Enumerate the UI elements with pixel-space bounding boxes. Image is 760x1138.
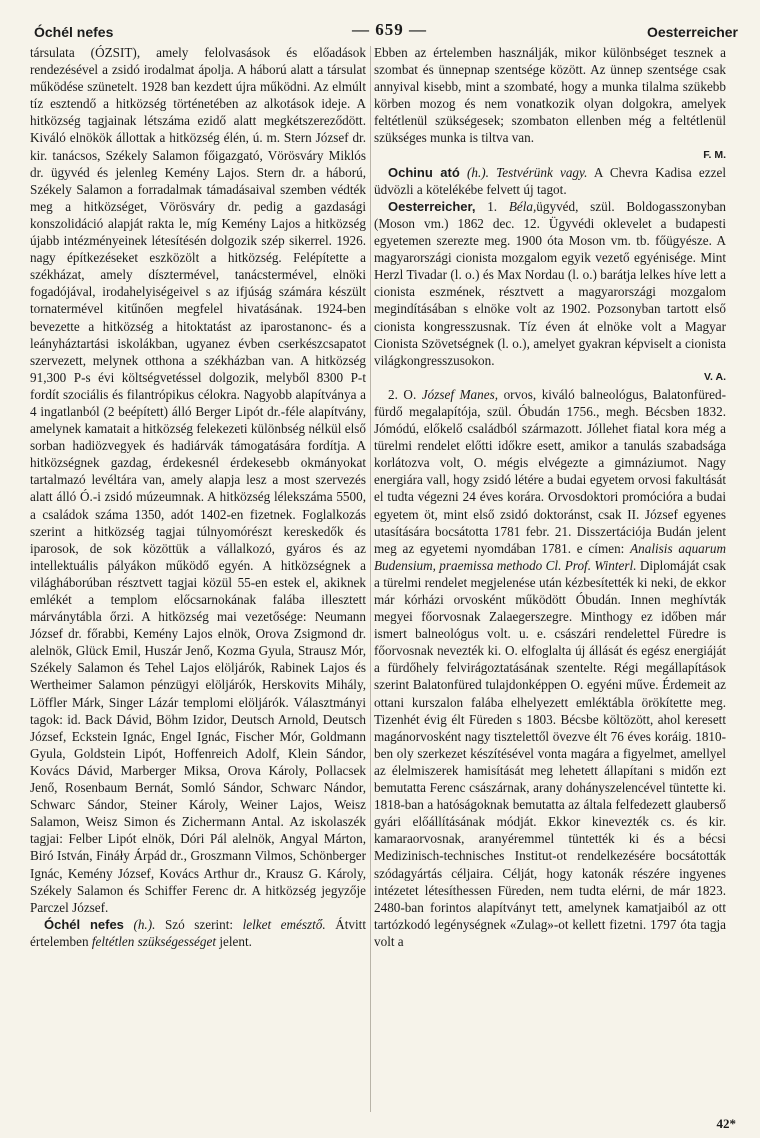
running-header — [30, 18, 746, 44]
oesterreicher-number: 1. — [487, 198, 498, 214]
entry-ochinu-ato — [374, 164, 726, 198]
jozsef-number: 2. O. — [388, 386, 417, 402]
ochinu-headword: Ochinu ató — [388, 164, 460, 180]
entry-italic-2: feltétlen szükségességet — [91, 933, 217, 949]
ochinu-abbr: (h.). — [466, 164, 489, 180]
oesterreicher-text: ügyvéd, szül. Boldogasszonyban (Moson vm.) 1862 dec. 12. Ügyvédi oklevelet a budapesti egyetemen szerezte meg. 1900 óta Moson vm. tb. főügyésze. A magyarországi cionista mozgalom egyik vezető egyénisége. Mint Herzl Tivadar (l. o.) és Max Nordau (l. o.) barátja lelkes híve lett a cionista eszmének, résztvett a magyarországi mozgalom megindításában s elnöke volt az 1902. Pozsonyban tartott első cionista kongresszusnak. Tíz éven át elnöke volt a Magyar Cionista Szövetségnek (l. o.), amelyet gyakran képviselt a cionista világkongresszusokon. — [374, 198, 727, 368]
jozsef-name: József Manes, — [421, 386, 499, 402]
dissertation-title: Analisis aquarum Budensium, praemissa methodo Cl. Prof. Winterl. — [374, 540, 727, 573]
right-column — [374, 44, 726, 950]
oesterreicher-name: Béla, — [508, 198, 537, 214]
left-column — [30, 44, 366, 950]
entry-text-3: jelent. — [219, 933, 252, 949]
entry-text-1: Szó szerint: — [164, 916, 234, 932]
column-divider — [370, 46, 371, 1112]
jozsef-text-2: Diplomáját csak a türelmi rendelet megjelenése után kézbesítették ki neki, de ekkor már kórházi orvosként működött Óbudán. Innen meghívták megyei főorvosnak Zalaegerszegre. Minthogy ez időben már ismert balneológus volt. u. e. császári rendelettel Füredre is főorvosnak nevezték ki. O. elfoglalta új állását és egész energiáját a fürdőhely felvirágoztatásának szentelte. Régi megállapítások szerint Balatonfüred tulajdonképpen O. egyéni műve. Érdemeit az ottani kurszalon falába elhelyezett emléktábla örökítette meg. Tizenhét évig élt Füreden s 1803. Bécsbe költözött, ahol keresett magánorvosként nagy tisztelettől övezve élt 76 éves koráig. 1810-ben oly szerkezet készítésével vonta magára a figyelmet, amellyel az élelmiszerek hamisítását meg lehetett állapítani s midőn ezt bemutatta Ferenc császárnak, arany dohányszelencével tüntette ki. 1818-ban a hatóságoknak bemutatta az általa felfedezett glauberső gyári előállításának módját. Ekkor kinevezték cs. és kir. kamaraorvosnak, aranyéremmel tüntették ki és a bécsi Medizinisch-technisches Institut-ot rendelkezésére bocsátották szódagyártás céljaira. Célját, hogy katonák részére ingyenes intézetet létesíthessen Füreden, nem tudta elérni, de már 1823. 2480-ban forintos alapítványt tett, amelynek kamatjaiból az ott tartózkodó legénységnek «Zulag»-ot kellett fizetni. 1797 óta tagja volt a — [374, 557, 727, 949]
signature-fm: F. M. — [703, 148, 726, 161]
header-left: Óchél nefes — [34, 24, 114, 40]
entry-text-2: Átvitt értelemben — [30, 916, 366, 949]
entry-ochel-nefes — [30, 916, 366, 950]
header-right: Oesterreicher — [646, 24, 738, 40]
entry-italic-1: lelket emésztő. — [242, 916, 326, 932]
text-columns — [30, 44, 746, 1114]
oesterreicher-headword: Oesterreicher, — [388, 198, 476, 214]
left-paragraph-1: társulata (ÓZSIT), amely felolvasások és előadások rendezésével a zsidó irodalmat ápolja. A háború alatt a társulat működése szünetelt. 1928 ban kezdett újra működni. Az elmúlt tíz esztendő a hitközség történetében az alkotások ideje. A hitközség tagjainak létszáma ezidő alatt megkétszereződött. Kiváló elnökök állottak a hitközség élén, ú. m. Stern József dr. kir. tanácsos, Székely Salamon főigazgató, Vörösváry Miklós dr. ügyvéd és jelenleg Kemény Lajos. Stern dr. a háború, Székely Salamon a forradalmak támadásaival szemben védték meg a hitközséget, Vörösváry dr. pedig a gazdasági konszolidáció alapját rakta le, míg Kemény Lajos a hitközség újabb intézményeinek létesítésén dolgozik szép sikerrel. 1926. nagy építkezéseket eszközölt a hitközség. Felépítette a székházat, amely dísztermével, tanácstermével, elnöki fogadójával, irodahelyiségeivel s az ifjúság számára készült tornatermével kitűnően megfelel hivatásának. 1924-ben bevezette a hitközség a hitoktatást az iparostanonc- és a leányháztartási iskolákban, ugyanez évben cserkészcsapatot szervezett, melynek otthona a székházban van. A hitközség 91,300 P-s évi költségvetéssel dolgozik, melyből 8300 P-t fordít szociális és filantrópikus célokra. Nagyobb alapítványa a 4 ingatlanból (2 beépített) álló Berger Lipót dr.-féle alapítvány, amelynek kamatait a hitközség felekezeti különbség nélkül első sorban hadiözvegyek és hadiárvák támogatására fordítja. A hitközségnek gazdag, érdekesnél érdekesebb okmányokat tartalmazó levéltára van, amely alapja lesz a most szervezés alatt álló Ó.-i zsidó múzeumnak. A hitközség lélekszáma 5500, a családok száma 1350, adót 1402-en fizetnek. Foglalkozás szerint a hitközség tagjai túlnyomórészt kereskedők és iparosok, de sok közöttük a vállalkozó, gyáros és az intellektuális pályákon működő egyén. A hitközségnek a világháborúban résztvett tagjai közül 55-en estek el, akiknek emlékét a templom előcsarnokának falába illesztett márványtábla őrzi. A hitközség mai vezetősége: Neumann József dr. főrabbi, Kemény Lajos elnök, Orova Zsigmond dr. alelnök, Glück Emil, Huszár Jenő, Kozma Gyula, Strausz Mór, Székely Salamon és Tehel Lajos elöljárók, Rabinek Lajos és Wertheimer Salamon pénzügyi elöljárók, Herskovits Mihály, Löffler Márk, Singer Lázár templomi elöljárók. Választmányi tagok: id. Back Dávid, Böhm Izidor, Deutsch Arnold, Deutsch József, Eckstein Ignác, Engel Ignác, Fischer Mór, Goldmann Gyula, Goldstein Lipót, Hoffenreich Adolf, Klein Sándor, Kovács Dávid, Marberger Miksa, Orova Károly, Pollacsek Jenő, Rosenbaum Bernát, Somló Sándor, Schwarc Nándor, Schwarc Sándor, Steiner Károly, Weiner Lajos, Weisz Salamon, Weisz Simon és Zichermann Antal. Az iskolaszék tagjai: Felber Lipót elnök, Dóri Pál alelnök, Angyal Márton, Biró István, Fináły Árpád dr., Groszmann Vilmos, Schönberger Ignác, Kemény József, Kovács Arthur dr., Krausz G. Károly, Székely Salamon és Schiffer Ferenc dr. A hitközség jegyzője Parczel József. — [30, 45, 366, 915]
ochinu-meaning: Testvérünk vagy. — [496, 164, 588, 180]
entry-abbr: (h.). — [133, 916, 156, 932]
signature-mark: 42* — [716, 1116, 736, 1131]
entry-headword: Óchél nefes — [44, 916, 124, 932]
entry-oesterreicher-bela — [374, 198, 726, 369]
ochinu-text: A Chevra Kadisa ezzel üdvözli a kötelékébe felvett új tagot. — [374, 164, 727, 197]
jozsef-text-1: orvos, kiváló balneológus, Balatonfüred-fürdő megalapítója, szül. Óbudán 1756., megh. Bécsben 1832. Jómódú, előkelő családból származott. Jóllehet fiatal kora még a türelmi rendelet előtti időkre esett, amikor a tanulás szabadsága korlátozva volt, O. mégis elvégezte a gimnáziumot. Nagy energiára vall, hogy zsidó létére a budai egyetem orvosi fakultását el tudta végezni 24 éves korára. Orvosdoktori promócióra a budai egyetem öt, mint első zsidó doktoránst, csak II. József egyenes utasítására bocsátotta 1781 febr. 21. Disszertációja Budán jelent meg az egyetemi nyomdában 1781. e címen: — [374, 386, 727, 556]
page-number: — 659 — — [352, 20, 427, 39]
right-paragraph-1: Ebben az értelemben használják, mikor különbséget tesznek a szombat és ünnepnap szentsége között. Az ünnep szentsége csak annyival kisebb, mint a szombaté, hogy a munka tilalma szükebb körben mozog és nem vonatkozik olyan dolgokra, amelyek feltétlenül szükségesek; szombaton ellenben még a feltétlenül szükséges munka is tiltva van. — [374, 45, 726, 146]
entry-oesterreicher-jozsef — [374, 386, 726, 950]
signature-va: V. A. — [704, 370, 726, 383]
